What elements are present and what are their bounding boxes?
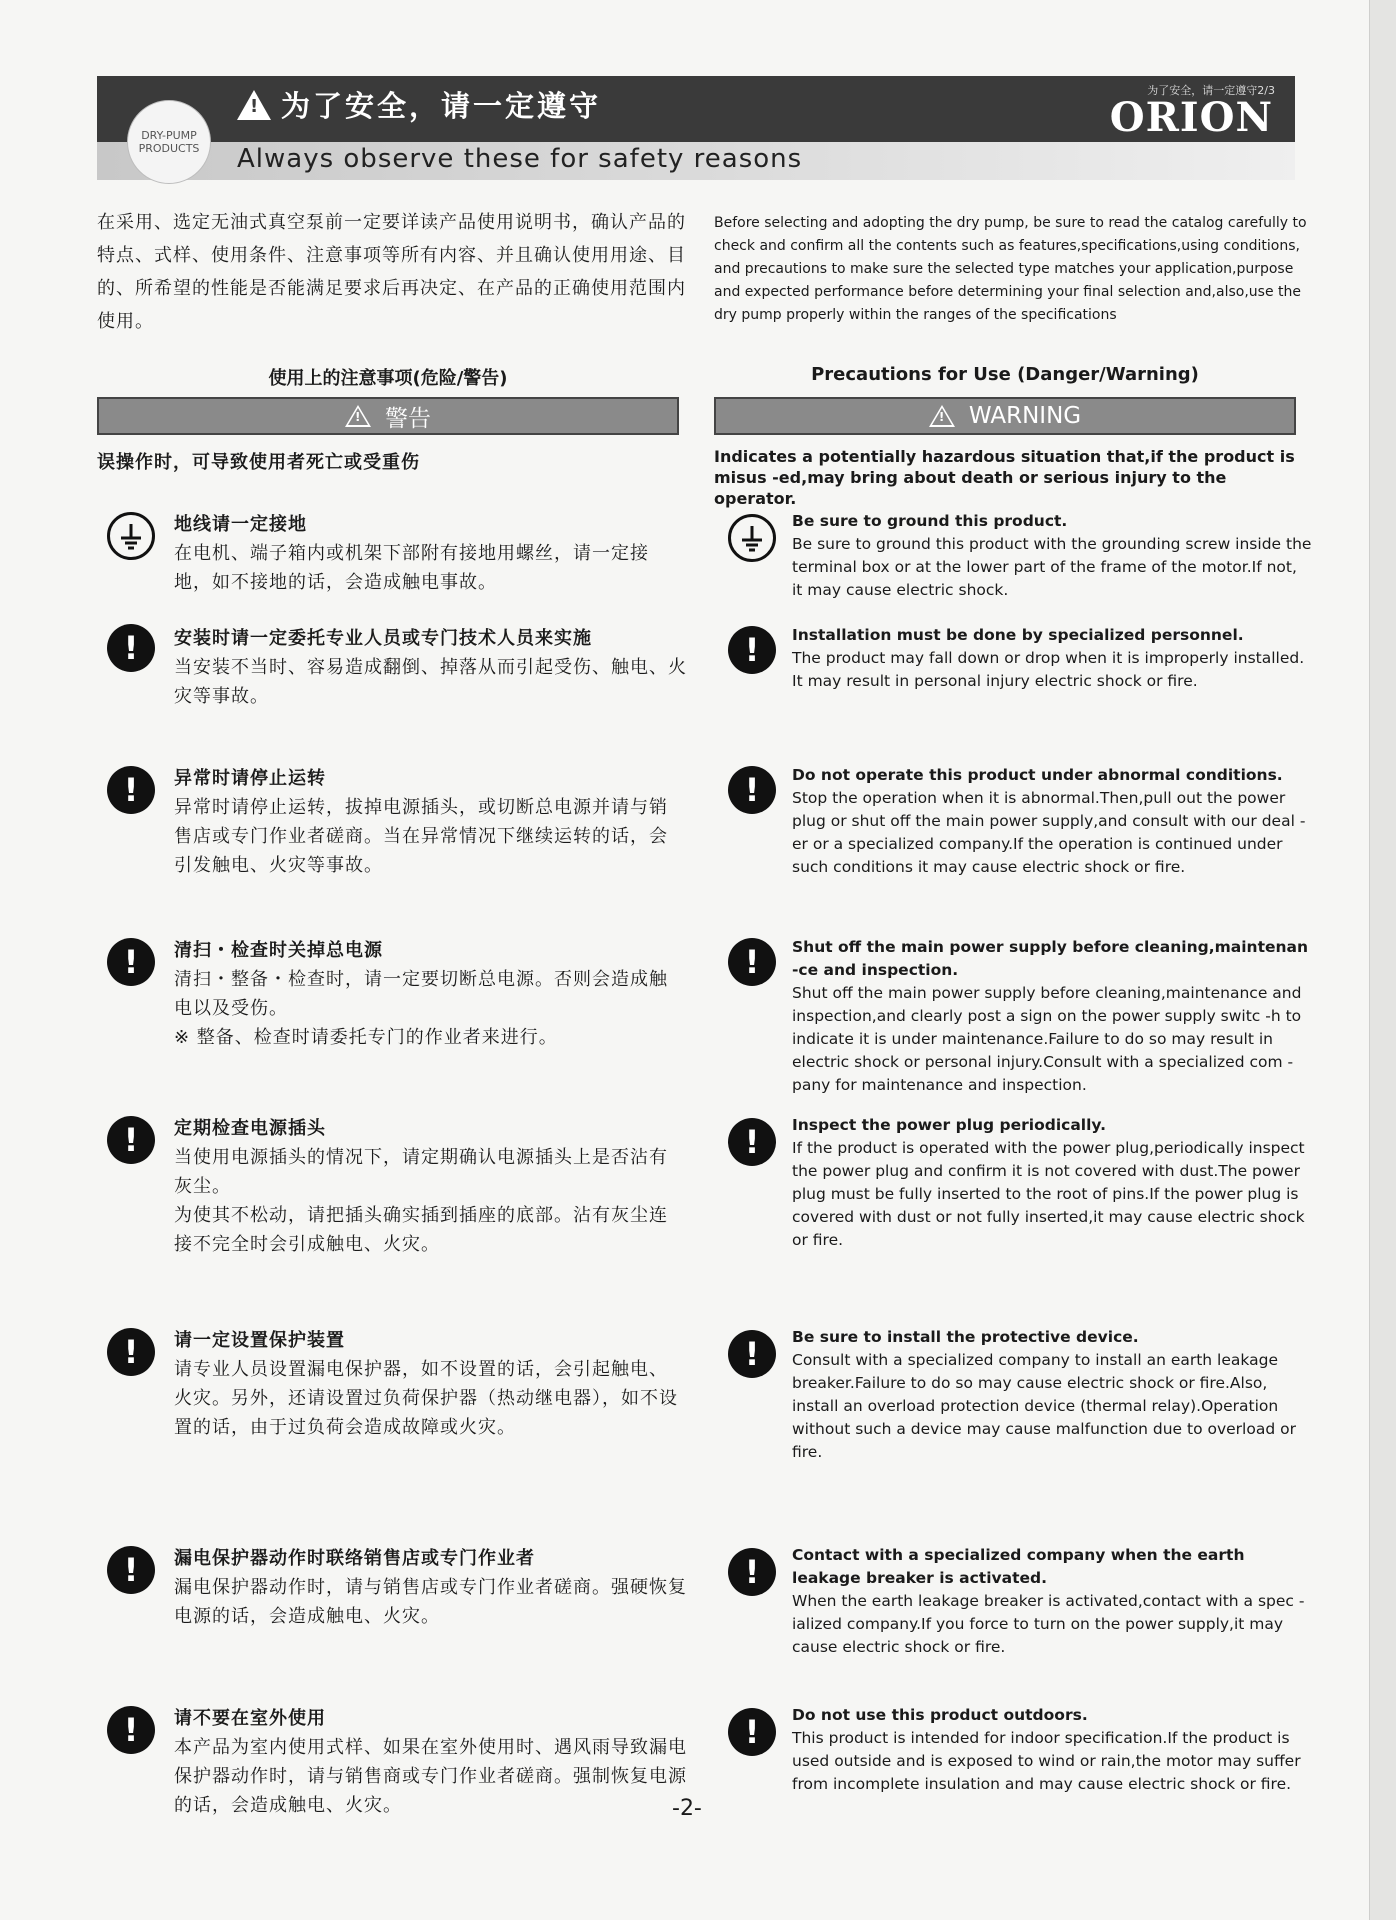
- item-cn-body: 请专业人员设置漏电保护器，如不设置的话，会引起触电、火灾。另外，还请设置过负荷保护器（热动继电器），如不设置的话，由于过负荷会造成故障或火灾。: [174, 1359, 678, 1438]
- item-cn-body: 当安装不当时、容易造成翻倒、掉落从而引起受伤、触电、火灾等事故。: [174, 657, 687, 707]
- item-en-body: Consult with a specialized company to install an earth leakage breaker.Failure to do so may cause electric shock or fire.Also, install an overload protection device (thermal relay).Operation without such a device may cause malfunction due to overload or fire.: [792, 1351, 1296, 1461]
- item-cn-title: 异常时请停止运转: [174, 768, 326, 789]
- item-en-title: Be sure to install the protective device.: [792, 1328, 1139, 1346]
- item-en-7: [792, 1544, 1312, 1659]
- badge-line2: PRODUCTS: [138, 142, 200, 155]
- item-cn-body: 当使用电源插头的情况下，请定期确认电源插头上是否沾有灰尘。: [174, 1147, 668, 1197]
- item-cn-body: 清扫・整备・检查时，请一定要切断总电源。否则会造成触电以及受伤。: [174, 969, 668, 1019]
- exclamation-icon: !: [728, 1708, 776, 1756]
- item-en-title: Contact with a specialized company when the earth leakage breaker is activated.: [792, 1546, 1245, 1587]
- warning-triangle-icon: [345, 405, 371, 427]
- item-en-title: Do not use this product outdoors.: [792, 1706, 1088, 1724]
- item-cn-5: [174, 1114, 684, 1259]
- item-cn-2: [174, 624, 690, 711]
- item-en-8: [792, 1704, 1312, 1796]
- item-en-6: [792, 1326, 1312, 1464]
- warning-bar-cn: [97, 397, 679, 435]
- item-cn-3: [174, 764, 684, 880]
- warning-desc-cn: 误操作时，可导致使用者死亡或受重伤: [97, 452, 420, 473]
- item-en-1: [792, 510, 1312, 602]
- warning-triangle-icon: [237, 90, 271, 120]
- item-cn-title: 请一定设置保护装置: [174, 1330, 345, 1351]
- precautions-title-en: Precautions for Use (Danger/Warning): [811, 364, 1199, 385]
- intro-cn: 在采用、选定无油式真空泵前一定要详读产品使用说明书，确认产品的特点、式样、使用条件、注意事项等所有内容、并且确认使用用途、目的、所希望的性能是否能满足要求后再决定、在产品的正确使用范围内使用。: [97, 212, 686, 332]
- item-en-title: Inspect the power plug periodically.: [792, 1116, 1106, 1134]
- item-en-3: [792, 764, 1312, 879]
- exclamation-icon: !: [728, 938, 776, 986]
- intro-en: Before selecting and adopting the dry pump, be sure to read the catalog carefully to check and confirm all the contents such as features,specifications,using conditions, and precautions to make sure the selected type matches your application,purpose and expected performance before determining your final selection and,also,use the dry pump properly within the ranges of the specifications: [714, 215, 1307, 323]
- exclamation-icon: !: [728, 626, 776, 674]
- item-cn-4: [174, 936, 684, 1052]
- item-en-body: The product may fall down or drop when it is improperly installed. It may result in personal injury electric shock or fire.: [792, 649, 1305, 690]
- item-cn-body: 在电机、端子箱内或机架下部附有接地用螺丝，请一定接地，如不接地的话，会造成触电事故。: [174, 543, 649, 593]
- precautions-title-cn: 使用上的注意事项(危险/警告): [268, 368, 508, 389]
- ground-icon: [728, 514, 776, 562]
- page-header: [97, 76, 1295, 180]
- exclamation-icon: !: [728, 1330, 776, 1378]
- exclamation-icon: !: [107, 938, 155, 986]
- item-cn-1: [174, 510, 684, 597]
- item-en-body: If the product is operated with the power plug,periodically inspect the power plug and confirm it is not covered with dust.The power plug must be fully inserted to the root of pins.If the power plug is covered with dust or not fully inserted,it may cause electric shock or fire.: [792, 1139, 1305, 1249]
- item-en-title: Be sure to ground this product.: [792, 512, 1068, 530]
- warning-bar-en: [714, 397, 1296, 435]
- item-en-body: Shut off the main power supply before cleaning,maintenance and inspection,and clearly post a sign on the power supply switc -h to indicate it is under maintenance.Failure to do so may result in electric shock or personal injury.Consult with a specialized com -pany for maintenance and inspection.: [792, 984, 1302, 1094]
- warning-desc-en: Indicates a potentially hazardous situation that,if the product is misus -ed,may bring about death or serious injury to the operator.: [714, 447, 1295, 508]
- warning-label-en: WARNING: [968, 403, 1082, 429]
- badge-line1: DRY-PUMP: [141, 129, 197, 142]
- exclamation-icon: !: [107, 766, 155, 814]
- header-page-note: 为了安全，请一定遵守2/3: [1147, 84, 1275, 97]
- warning-triangle-icon: [929, 405, 955, 427]
- item-cn-note: ※ 整备、检查时请委托专门的作业者来进行。: [174, 1027, 558, 1048]
- exclamation-icon: !: [107, 1706, 155, 1754]
- dry-pump-badge: [127, 100, 211, 184]
- item-cn-body: 漏电保护器动作时，请与销售店或专门作业者磋商。强硬恢复电源的话，会造成触电、火灾。: [174, 1577, 687, 1627]
- item-cn-body: 本产品为室内使用式样、如果在室外使用时、遇风雨导致漏电保护器动作时，请与销售商或专门作业者磋商。强制恢复电源的话，会造成触电、火灾。: [174, 1737, 687, 1816]
- item-en-body: When the earth leakage breaker is activated,contact with a spec -ialized company.If you force to turn on the power supply,it may cause electric shock or fire.: [792, 1592, 1305, 1656]
- item-cn-title: 请不要在室外使用: [174, 1708, 326, 1729]
- item-cn-title: 地线请一定接地: [174, 514, 307, 535]
- exclamation-icon: !: [107, 1328, 155, 1376]
- exclamation-icon: !: [728, 766, 776, 814]
- header-title-cn-text: 为了安全，请一定遵守: [281, 89, 602, 123]
- item-en-4: [792, 936, 1312, 1097]
- item-cn-title: 安装时请一定委托专业人员或专门技术人员来实施: [174, 628, 592, 649]
- item-en-body: This product is intended for indoor specification.If the product is used outside and is exposed to wind or rain,the motor may suffer from incomplete insulation and may cause electric shock or fire.: [792, 1729, 1301, 1793]
- exclamation-icon: !: [728, 1118, 776, 1166]
- item-cn-title: 定期检查电源插头: [174, 1118, 326, 1139]
- ground-icon: [107, 512, 155, 560]
- item-cn-body: 异常时请停止运转，拔掉电源插头，或切断总电源并请与销售店或专门作业者磋商。当在异常情况下继续运转的话，会引发触电、火灾等事故。: [174, 797, 668, 876]
- item-en-title: Do not operate this product under abnormal conditions.: [792, 766, 1283, 784]
- exclamation-icon: !: [728, 1548, 776, 1596]
- item-en-body: Be sure to ground this product with the grounding screw inside the terminal box or at the lower part of the frame of the motor.If not, it may cause electric shock.: [792, 535, 1312, 599]
- header-title-cn: [237, 84, 601, 125]
- item-cn-body2: 为使其不松动，请把插头确实插到插座的底部。沾有灰尘连接不完全时会引成触电、火灾。: [174, 1205, 668, 1255]
- item-en-title: Installation must be done by specialized personnel.: [792, 626, 1244, 644]
- brand-logo: ORION: [1109, 94, 1273, 141]
- page-edge: [1369, 0, 1396, 1920]
- item-en-5: [792, 1114, 1312, 1252]
- item-cn-8: [174, 1704, 690, 1820]
- item-en-body: Stop the operation when it is abnormal.Then,pull out the power plug or shut off the main power supply,and consult with our deal -er or a specialized company.If the operation is continued under such conditions it may cause electric shock or fire.: [792, 789, 1306, 876]
- exclamation-icon: !: [107, 1116, 155, 1164]
- item-cn-7: [174, 1544, 690, 1631]
- exclamation-icon: !: [107, 1546, 155, 1594]
- header-title-en: Always observe these for safety reasons: [237, 144, 803, 174]
- item-cn-title: 漏电保护器动作时联络销售店或专门作业者: [174, 1548, 535, 1569]
- item-cn-6: [174, 1326, 684, 1442]
- exclamation-icon: !: [107, 624, 155, 672]
- item-cn-title: 清扫・检查时关掉总电源: [174, 940, 383, 961]
- item-en-title: Shut off the main power supply before cleaning,maintenan -ce and inspection.: [792, 938, 1309, 979]
- item-en-2: [792, 624, 1312, 693]
- warning-label-cn: 警告: [385, 405, 431, 432]
- page-number: -2-: [672, 1796, 702, 1821]
